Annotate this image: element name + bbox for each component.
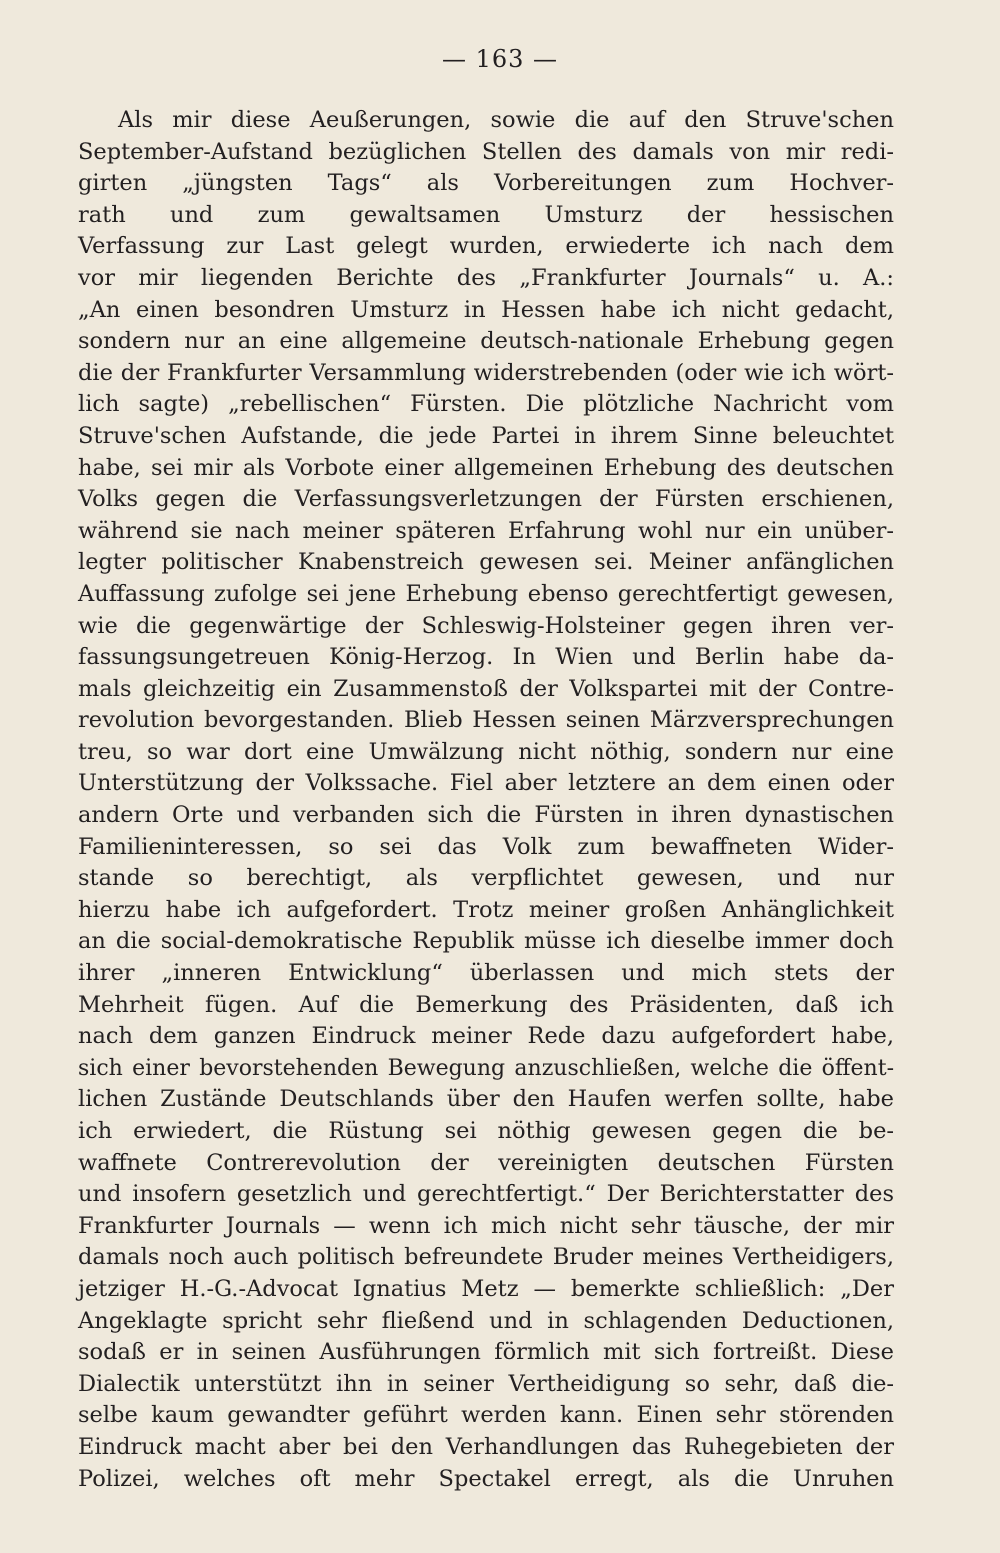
text-line: ich erwiedert, die Rüstung sei nöthig gewesen gegen die be- xyxy=(78,1118,894,1144)
text-line: Mehrheit fügen. Auf die Bemerkung des Präsidenten, daß ich xyxy=(78,991,894,1018)
text-line: nach dem ganzen Eindruck meiner Rede dazu aufgefordert habe, xyxy=(78,1023,894,1050)
text-line: stande so berechtigt, als verpflichtet gewesen, und nur xyxy=(78,865,894,892)
text-line: Polizei, welches oft mehr Spectakel erregt, als die Unruhen xyxy=(78,1465,894,1492)
text-line: Struve'schen Aufstande, die jede Partei in ihrem Sinne beleuchtet xyxy=(78,422,894,449)
text-line: ihrer „inneren Entwicklung“ überlassen und mich stets der xyxy=(78,960,894,987)
text-line: girten „jüngsten Tags“ als Vorbereitungen zum Hochver- xyxy=(78,170,894,197)
text-line: und insofern gesetzlich und gerechtfertigt.“ Der Berichterstatter des xyxy=(78,1181,894,1208)
text-line: Familieninteressen, so sei das Volk zum bewaffneten Wider- xyxy=(78,833,894,860)
text-line: an die social-demokratische Republik müsse ich dieselbe immer doch xyxy=(78,928,894,955)
page-number: — 163 — xyxy=(441,45,559,73)
text-line: sodaß er in seinen Ausführungen förmlich mit sich fortreißt. Diese xyxy=(78,1339,894,1366)
text-line: Verfassung zur Last gelegt wurden, erwiederte ich nach dem xyxy=(78,233,894,260)
text-line: die der Frankfurter Versammlung widerstrebenden (oder wie ich wört- xyxy=(78,359,894,386)
text-line: selbe kaum gewandter geführt werden kann. Einen sehr störenden xyxy=(78,1402,894,1429)
text-line: waffnete Contrerevolution der vereinigten deutschen Fürsten xyxy=(78,1149,894,1176)
text-line: „An einen besondren Umsturz in Hessen habe ich nicht gedacht, xyxy=(78,296,894,323)
text-line: Angeklagte spricht sehr fließend und in schlagenden Deductionen, xyxy=(78,1307,894,1334)
text-line: Frankfurter Journals — wenn ich mich nicht sehr täusche, der mir xyxy=(78,1212,894,1239)
text-line: mals gleichzeitig ein Zusammenstoß der Volkspartei mit der Contre- xyxy=(78,675,894,702)
text-line: revolution bevorgestanden. Blieb Hessen seinen Märzversprechungen xyxy=(78,707,894,734)
text-line: Auffassung zufolge sei jene Erhebung ebenso gerechtfertigt gewesen, xyxy=(78,580,894,607)
text-line: legter politischer Knabenstreich gewesen sei. Meiner anfänglichen xyxy=(78,549,894,576)
text-line: Eindruck macht aber bei den Verhandlungen das Ruhegebieten der xyxy=(78,1433,894,1460)
text-line: habe, sei mir als Vorbote einer allgemeinen Erhebung des deutschen xyxy=(78,454,894,481)
text-line: vor mir liegenden Berichte des „Frankfurter Journals“ u. A.: xyxy=(78,264,894,291)
text-line: fassungsungetreuen König-Herzog. In Wien und Berlin habe da- xyxy=(78,644,894,671)
text-line: September-Aufstand bezüglichen Stellen des damals von mir redi- xyxy=(78,138,894,165)
text-line: treu, so war dort eine Umwälzung nicht nöthig, sondern nur eine xyxy=(78,738,894,765)
text-line: hierzu habe ich aufgefordert. Trotz meiner großen Anhänglichkeit xyxy=(78,896,894,923)
text-line: lich sagte) „rebellischen“ Fürsten. Die plötzliche Nachricht vom xyxy=(78,391,894,418)
text-line: Unterstützung der Volkssache. Fiel aber letztere an dem einen oder xyxy=(78,770,894,797)
text-line: sich einer bevorstehenden Bewegung anzuschließen, welche die öffent- xyxy=(78,1055,894,1081)
text-line: andern Orte und verbanden sich die Fürsten in ihren dynastischen xyxy=(78,802,894,829)
text-line: Dialectik unterstützt ihn in seiner Vertheidigung so sehr, daß die- xyxy=(78,1370,894,1397)
text-line: lichen Zustände Deutschlands über den Haufen werfen sollte, habe xyxy=(78,1086,894,1113)
text-line: rath und zum gewaltsamen Umsturz der hessischen xyxy=(78,201,894,228)
text-line: Als mir diese Aeußerungen, sowie die auf den Struve'schen xyxy=(118,107,894,133)
text-line: während sie nach meiner späteren Erfahrung wohl nur ein unüber- xyxy=(78,517,894,544)
text-line: wie die gegenwärtige der Schleswig-Holsteiner gegen ihren ver- xyxy=(78,612,894,639)
text-line: jetziger H.-G.-Advocat Ignatius Metz — bemerkte schließlich: „Der xyxy=(78,1275,894,1302)
body-text xyxy=(78,105,894,1495)
text-line: Volks gegen die Verfassungsverletzungen der Fürsten erschienen, xyxy=(78,486,894,513)
text-line: sondern nur an eine allgemeine deutsch-nationale Erhebung gegen xyxy=(78,328,894,355)
text-line: damals noch auch politisch befreundete Bruder meines Vertheidigers, xyxy=(78,1244,894,1271)
